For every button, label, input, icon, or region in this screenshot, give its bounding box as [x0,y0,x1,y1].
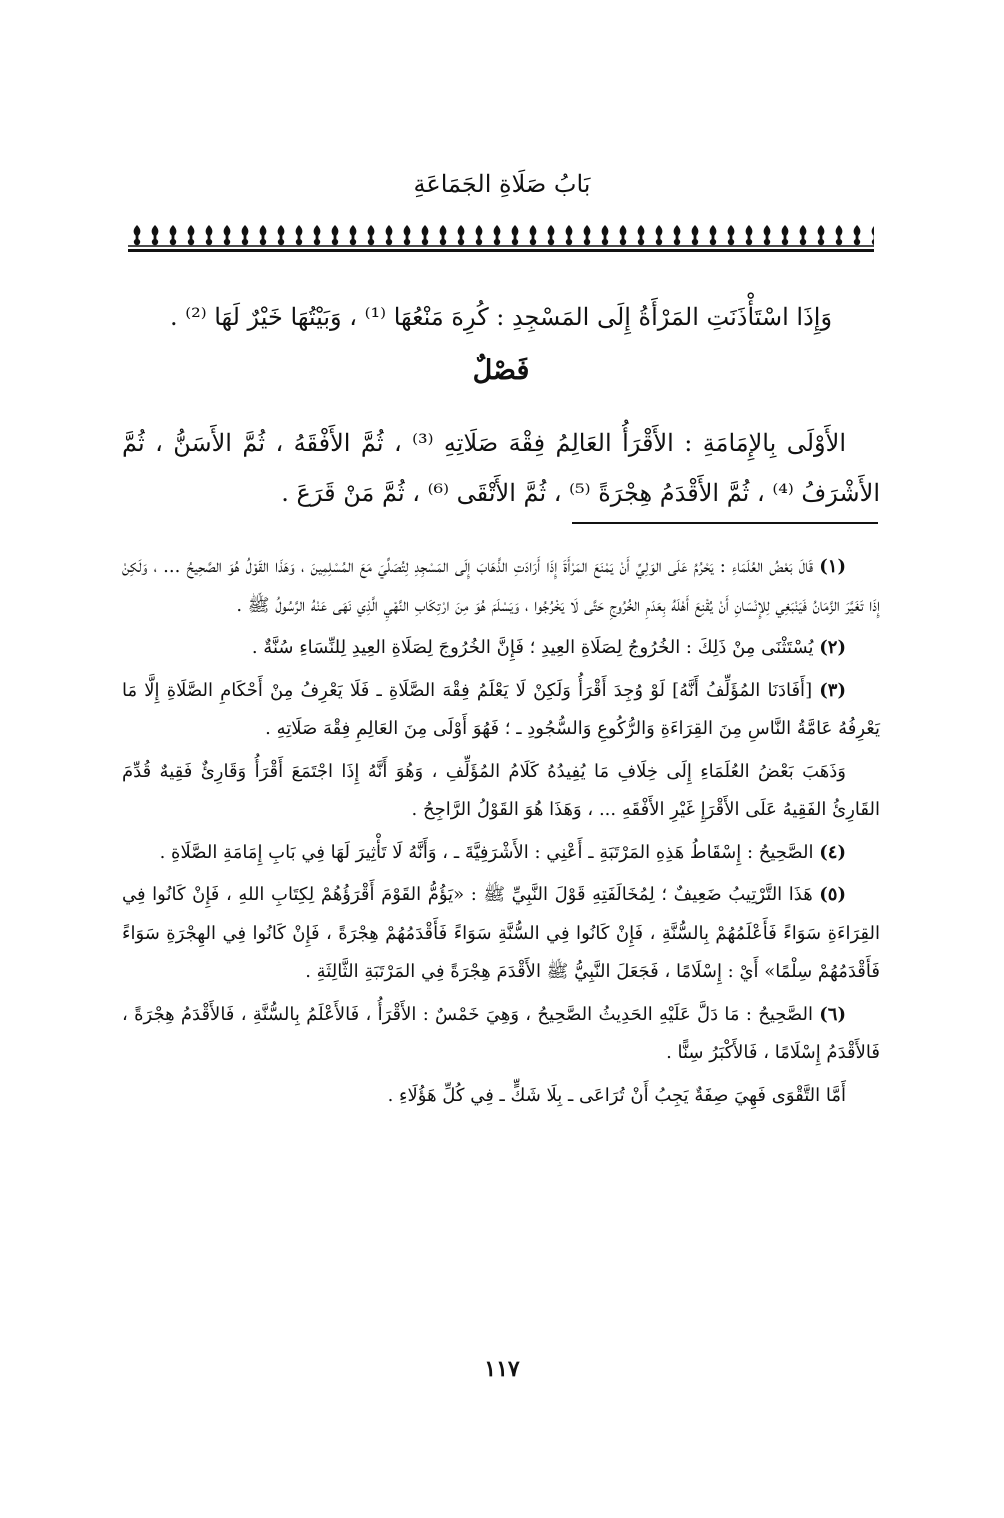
page-number: ١١٧ [484,1356,520,1382]
footnote-5: (٥) هَذَا التَّرْتِيبُ ضَعِيفٌ ؛ لِمُخَالَفَتِهِ قَوْلَ النَّبِيِّ ﷺ : «يَؤُمُّ القَوْمَ أَقْرَؤُهُمْ لِكِتَابِ اللهِ ، فَإِنْ كَانُوا فِي القِرَاءَةِ سَوَاءً فَأَعْلَمُهُمْ بِالسُّنَّةِ ، فَإِنْ كَانُوا فِي السُّنَّةِ سَوَاءً فَأَقْدَمُهُمْ هِجْرَةً ، فَإِنْ كَانُوا فِي الهِجْرَةِ سَوَاءً فَأَقْدَمُهُمْ سِلْمًا» أَيْ : إِسْلَامًا ، فَجَعَلَ النَّبِيُّ ﷺ الأَقْدَمَ هِجْرَةً فِي المَرْتَبَةِ الثَّالِثَةِ . [122,884,880,982]
footnote-6: (٦) الصَّحِيحُ : مَا دَلَّ عَلَيْهِ الحَدِيثُ الصَّحِيحُ ، وَهِيَ خَمْسٌ : الأَقْرَأُ ، فَالأَعْلَمُ بِالسُّنَّةِ ، فَالأَقْدَمُ هِجْرَةً ، فَالأَقْدَمُ إِسْلَامًا ، فَالأَكْبَرُ سِنًّا . [122,1003,880,1063]
footnote-4: (٤) الصَّحِيحُ : إِسْقَاطُ هَذِهِ المَرْتَبَةِ ـ أَعْنِي : الأَشْرَفِيَّةَ ـ ، وَأَنَّهُ لَا تَأْثِيرَ لَهَا فِي بَابِ إِمَامَةِ الصَّلَاةِ . [159,841,846,863]
footnote-6-continuation: أَمَّا التَّقْوَى فَهِيَ صِفَةٌ يَجِبُ أَنْ تُرَاعَى ـ بِلَا شَكٍّ ـ فِي كُلِّ هَؤُلَاءِ . [387,1084,846,1106]
chapter-title: بَابُ صَلَاةِ الجَمَاعَةِ [413,170,591,198]
footnote-2: (٢) يُسْتَثْنَى مِنْ ذَلِكَ : الخُرُوجُ لِصَلَاةِ العِيدِ ؛ فَإِنَّ الخُرُوجَ لِصَلَاةِ العِيدِ لِلنِّسَاءِ سُنَّةٌ . [251,637,846,658]
footnote-separator [572,522,878,524]
main-paragraph: الأَوْلَى بِالإِمَامَةِ : الأَقْرَأُ العَالِمُ فِقْهَ صَلَاتِهِ ⁽³⁾ ، ثُمَّ الأَفْقَهُ ، ثُمَّ الأَسَنُّ ، ثُمَّ الأَشْرَفُ ⁽⁴⁾ ، ثُمَّ الأَقْدَمُ هِجْرَةً ⁽⁵⁾ ، ثُمَّ الأَتْقَى ⁽⁶⁾ ، ثُمَّ مَنْ قَرَعَ . [122,429,880,507]
footnote-3: (٣) [أَفَادَنَا المُؤَلِّفُ أَنَّهُ] لَوْ وُجِدَ أَقْرَأُ وَلَكِنْ لَا يَعْلَمُ فِقْهَ الصَّلَاةِ ـ فَلَا يَعْرِفُ مِنْ أَحْكَامِ الصَّلَاةِ إِلَّا مَا يَعْرِفُهُ عَامَّةُ النَّاسِ مِنَ القِرَاءَةِ وَالرُّكُوعِ وَالسُّجُودِ ـ ؛ فَهُوَ أَوْلَى مِنَ العَالِمِ فِقْهَ صَلَاتِهِ . [122,679,880,739]
footnote-1: (١) قَالَ بَعْضُ العُلَمَاءِ : يَحْرُمُ عَلَى الوَلِيِّ أَنْ يَمْنَعَ المَرْأَةَ إِذَا أَرَادَتِ الذَّهَابَ إِلَى المَسْجِدِ لِتُصَلِّيَ مَعَ المُسْلِمِينَ ، وَهَذَا القَوْلُ هُوَ الصَّحِيحُ ... ، وَلَكِنْ إِذَا تَغَيَّرَ الزَّمَانُ فَيَنْبَغِي لِلإِنْسَانِ أَنْ يُقْنِعَ أَهْلَهُ بِعَدَمِ الخُرُوجِ حَتَّى لَا يَخْرُجُوا ، وَيَسْلَمَ هُوَ مِنَ ارْتِكَابِ النَّهْيِ الَّذِي نَهَى عَنْهُ الرَّسُولُ ﷺ . [122,556,880,616]
ornamental-border [128,222,874,252]
main-text [122,292,880,518]
verse-line: وَإِذَا اسْتَأْذَنَتِ المَرْأَةُ إِلَى المَسْجِدِ : كُرِهَ مَنْعُهَا ⁽¹⁾ ، وَبَيْتُهَا خَيْرٌ لَهَا ⁽²⁾ . [169,303,833,331]
footnote-3-continuation: وَذَهَبَ بَعْضُ العُلَمَاءِ إِلَى خِلَافِ مَا يُفِيدُهُ كَلَامُ المُؤَلِّفِ ، وَهُوَ أَنَّهُ إِذَا اجْتَمَعَ أَقْرَأُ وَقَارِئٌ فَقِيهٌ قُدِّمَ القَارِئُ الفَقِيهُ عَلَى الأَقْرَإِ غَيْرِ الأَفْقَهِ ... ، وَهَذَا هُوَ القَوْلُ الرَّاجِحُ . [122,760,880,820]
section-heading: فَصْلٌ [472,355,530,386]
footnotes [122,548,880,1119]
